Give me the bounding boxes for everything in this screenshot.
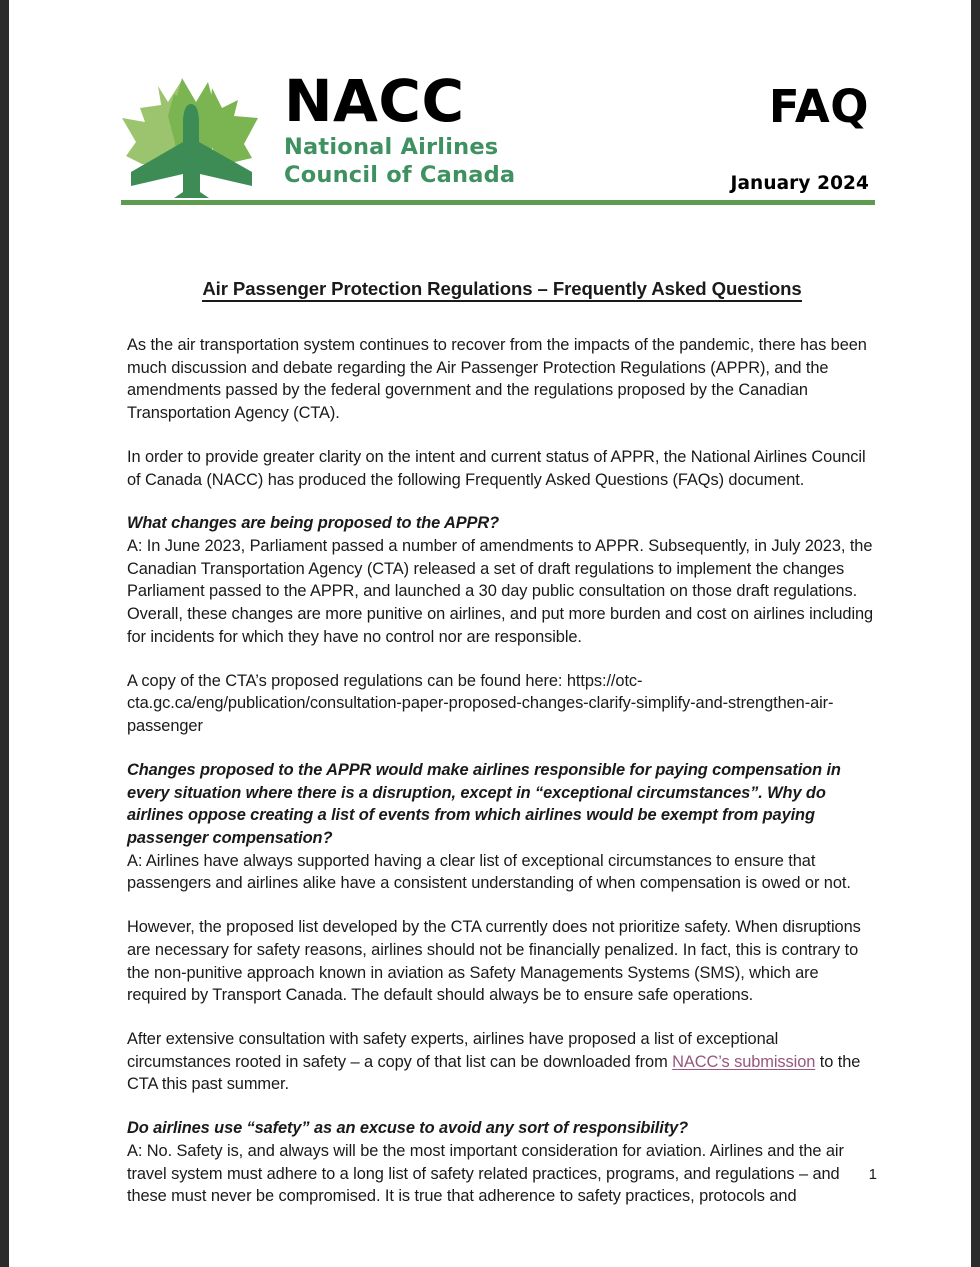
nacc-logo [112, 60, 515, 198]
page-number: 1 [868, 1166, 877, 1183]
document-header [112, 60, 869, 205]
document-page [9, 0, 971, 1267]
document-kind-label: FAQ [768, 80, 869, 133]
faq-item-2 [127, 759, 877, 895]
header-divider-rule [121, 200, 875, 205]
nacc-submission-link[interactable]: NACC’s submission [672, 1052, 816, 1071]
intro-paragraph-2: In order to provide greater clarity on the intent and current status of APPR, the National Airlines Council of Canada (NACC) has produced the following Frequently Asked Questions (FAQs) document. [127, 447, 866, 489]
page-title-text: Air Passenger Protection Regulations – Frequently Asked Questions [202, 278, 801, 302]
maple-leaf-airplane-logo-icon [112, 60, 270, 198]
faq-question-3: Do airlines use “safety” as an excuse to avoid any sort of responsibility? [127, 1119, 688, 1138]
faq-answer-3: A: No. Safety is, and always will be the most important consideration for aviation. Airlines and the air travel system must adhere to a long list of safety related practices, programs, and regulations – and these must never be compromised. It is true that adherence to safety practices, protocols and [127, 1141, 844, 1206]
logo-acronym: NACC [284, 66, 465, 135]
consultation-paragraph [127, 1028, 877, 1096]
header-right-block [569, 80, 869, 194]
page-title [127, 278, 877, 300]
faq-answer-1: A: In June 2023, Parliament passed a number of amendments to APPR. Subsequently, in July 2023, the Canadian Transportation Agency (CTA) released a set of draft regulations to implement the changes Parliament passed to the APPR, and launched a 30 day public consultation on those draft regulations. Overall, these changes are more punitive on airlines, and put more burden and cost on airlines including for incidents for which they have no control nor are responsible. [127, 537, 874, 646]
logo-tagline-line1: National Airlines [284, 134, 499, 161]
document-body [127, 278, 877, 1229]
document-date: January 2024 [730, 173, 869, 194]
faq-item-3 [127, 1117, 877, 1208]
safety-paragraph: However, the proposed list developed by the CTA currently does not prioritize safety. When disruptions are necessary for safety reasons, airlines should not be financially penalized. In fact, this is contrary to the non-punitive approach known in aviation as Safety Managements Systems (SMS), which are required by Transport Canada. The default should always be to ensure safe operations. [127, 918, 861, 1005]
faq-item-1 [127, 512, 877, 648]
faq-question-2: Changes proposed to the APPR would make airlines responsible for paying compensation in every situation where there is a disruption, except in “exceptional circumstances”. Why do airlines oppose creating a list of events from which airlines would be exempt from paying passenger compensation? [127, 760, 841, 847]
logo-tagline [284, 134, 515, 189]
faq-question-1: What changes are being proposed to the APPR? [127, 514, 500, 533]
logo-tagline-line2: Council of Canada [284, 161, 516, 188]
consultation-text-after-link: to the CTA this past summer. [127, 1052, 861, 1094]
cta-url-paragraph: A copy of the CTA’s proposed regulations can be found here: https://otc-cta.gc.ca/eng/publication/consultation-paper-proposed-changes-clarify-simplify-and-strengthen-air-passenger [127, 671, 834, 736]
faq-answer-2: A: Airlines have always supported having a clear list of exceptional circumstances to ensure that passengers and airlines alike have a consistent understanding of when compensation is owed or not. [127, 851, 851, 893]
intro-paragraph-1: As the air transportation system continues to recover from the impacts of the pandemic, there has been much discussion and debate regarding the Air Passenger Protection Regulations (APPR), and the amendments passed by the federal government and the regulations proposed by the Canadian Transportation Agency (CTA). [127, 336, 867, 423]
logo-wordmark [284, 66, 516, 190]
consultation-text-before-link: After extensive consultation with safety experts, airlines have proposed a list of exceptional circumstances rooted in safety – a copy of that list can be downloaded from [127, 1029, 779, 1071]
